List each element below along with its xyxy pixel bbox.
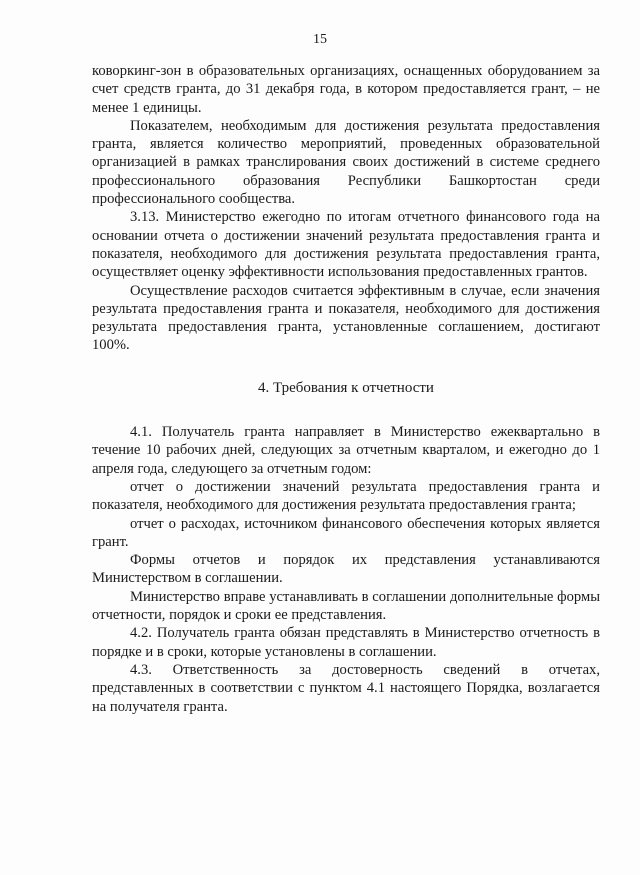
paragraph: 4.2. Получатель гранта обязан представлять в Министерство отчетность в порядке и в сроки, которые установлены в соглашении.	[92, 625, 600, 660]
paragraph: отчет о достижении значений результата предоставления гранта и показателя, необходимого для достижения результата предоставления гранта;	[92, 478, 600, 514]
paragraph: 3.13. Министерство ежегодно по итогам отчетного финансового года на основании отчета о достижении значений результата предоставления гранта и показателя, необходимого для достижения результата предоставления гранта, осуществляет оценку эффективности использования предоставленных грантов.	[92, 209, 600, 281]
paragraph: коворкинг-зон в образовательных организациях, оснащенных оборудованием за счет средств гранта, до 31 декабря года, в котором предоставляется грант, – не менее 1 единицы.	[92, 63, 600, 116]
paragraph: Осуществление расходов считается эффективным в случае, если значения результата предоставления гранта и показателя, необходимого для достижения результата предоставления гранта, установленные соглашением, достигают 100%.	[92, 282, 600, 354]
document-body	[92, 62, 600, 716]
paragraph: 4.1. Получатель гранта направляет в Министерство ежеквартально в течение 10 рабочих дней, следующих за отчетным кварталом, и ежегодно до 1 апреля года, следующего за отчетным годом:	[92, 424, 600, 477]
section-heading: 4. Требования к отчетности	[258, 379, 434, 396]
paragraph: Формы отчетов и порядок их представления устанавливаются Министерством в соглашении.	[92, 552, 600, 587]
paragraph: 4.3. Ответственность за достоверность сведений в отчетах, представленных в соответствии с пунктом 4.1 настоящего Порядка, возлагается на получателя гранта.	[92, 661, 600, 715]
paragraph: отчет о расходах, источником финансового обеспечения которых является грант.	[92, 515, 600, 550]
paragraphs-before-heading	[92, 62, 600, 355]
page-number: 15	[313, 32, 327, 47]
paragraph: Показателем, необходимым для достижения результата предоставления гранта, является количество мероприятий, проведенных образовательной организацией в рамках транслирования своих достижений в системе среднего профессионального образования Республики Башкортостан среди профессионального сообщества.	[92, 117, 600, 208]
paragraphs-after-heading	[92, 423, 600, 716]
paragraph: Министерство вправе устанавливать в соглашении дополнительные формы отчетности, порядок и сроки ее представления.	[92, 588, 600, 624]
